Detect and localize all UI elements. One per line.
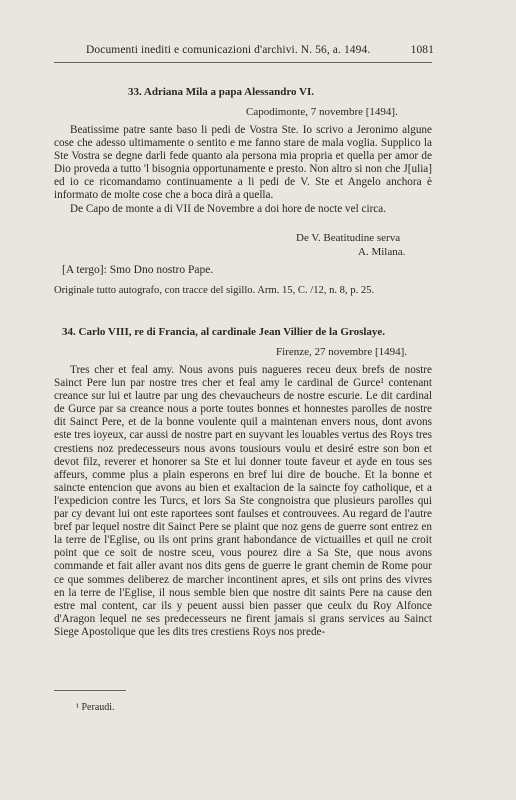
doc33-tergo: [A tergo]: Smo Dno nostro Pape. xyxy=(62,264,214,276)
running-title: Documenti inediti e comunicazioni d'archivi. N. 56, a. 1494. xyxy=(86,44,371,56)
footnote: ¹ Peraudi. xyxy=(76,702,115,713)
doc33-dateline: Capodimonte, 7 novembre [1494]. xyxy=(246,106,398,118)
doc33-paragraph: De Capo de monte a di VII de Novembre a doi hore de nocte vel circa. xyxy=(70,202,387,215)
doc34-heading: 34. Carlo VIII, re di Francia, al cardinale Jean Villier de la Groslaye. xyxy=(62,326,386,338)
header-rule xyxy=(54,62,432,63)
running-header xyxy=(86,44,432,56)
doc34-paragraph: Tres cher et feal amy. Nous avons puis nagueres receu deux brefs de nostre Sainct Pere lun par nostre tres cher et feal amy le cardinal de Gurce¹ contenant creance sur lui et lautre par ung des chevaucheurs de nostre escurie. Le dit cardinal de Gurce par sa creance nous a porte toutes bonnes et honnestes parolles de nostre dit Sainct Pere, et de la bonne voulente quil a maintenan envers nous, dont avons este tres ioyeux, car aussi de nostre part en suyvant les louables vertus des Roys tres crestiens noz predecesseurs nous avons tousiours voulu et desiré estre son bon et devot filz, reverer et honorer sa Ste et lui donner toute faveur et ayde en tous ses affeurs, comme plus a plain esperons en bref lui dire de bouche. Et la bonne et saincte entencion que avons au bien et exaltacion de la saincte foy catholique, et a l'expedicion contre les Turcs, et lors Sa Ste congnoistra que plusieurs parolles qui par cy devant lui ont este raportees sont faulses et controuvees. Au regard de l'autre bref par lequel nostre dit Sainct Pere se plaint que noz gens de guerre sont entrez en la terre de l'Eglise, ou ils ont prins grant habondance de victuailles et quil ne croit point que ce soit de nostre sceu, vous pourez dire a Sa Ste, que nous avons commande et fait aller avant nos dits gens de guerre le grant chemin de Rome pour ce que sommes deliberez de marcher incontinent apres, et sils ont prins des vivres en la terre de l'Eglise, il nous semble bien que nostre dit saints Pere na cause den estre mal content, car ils y peuent aussi bien passer que ceulx du Roy Alfonce d'Aragon lequel ne ses predecesseurs ne firent jamais si grans services au Sainct Siege Apostolique que les dits tres crestiens Roys nos prede- xyxy=(54,364,432,638)
doc33-signature-line1: De V. Beatitudine serva xyxy=(296,232,401,244)
page-number: 1081 xyxy=(410,44,434,56)
doc33-paragraph: Beatissime patre sante baso li pedi de Vostra Ste. Io scrivo a Jeronimo algune cose che adesso ultimamente o sentito e me fanno stare de mala voglia. Supplico la Ste Vostra se degne darli fede quanto ala persona mia propria et quella per amor de Dio proveda a tutto 'l bisognia opportunamente e presto. Non altro si non che J[ulia] ed io ce ricomandamo continuamente a li pedi de V. Ste et Angelo anchora è informato de molte cose che a boca dirà a quella. xyxy=(54,124,432,202)
doc33-body xyxy=(54,124,432,216)
doc33-archival-note: Originale tutto autografo, con tracce del sigillo. Arm. 15, C. /12, n. 8, p. 25. xyxy=(54,285,375,296)
footnote-rule xyxy=(54,690,126,691)
doc34-dateline: Firenze, 27 novembre [1494]. xyxy=(276,346,408,358)
doc33-heading: 33. Adriana Mila a papa Alessandro VI. xyxy=(128,86,315,98)
doc34-body xyxy=(54,364,432,639)
doc33-signature-line2: A. Milana. xyxy=(358,246,406,258)
